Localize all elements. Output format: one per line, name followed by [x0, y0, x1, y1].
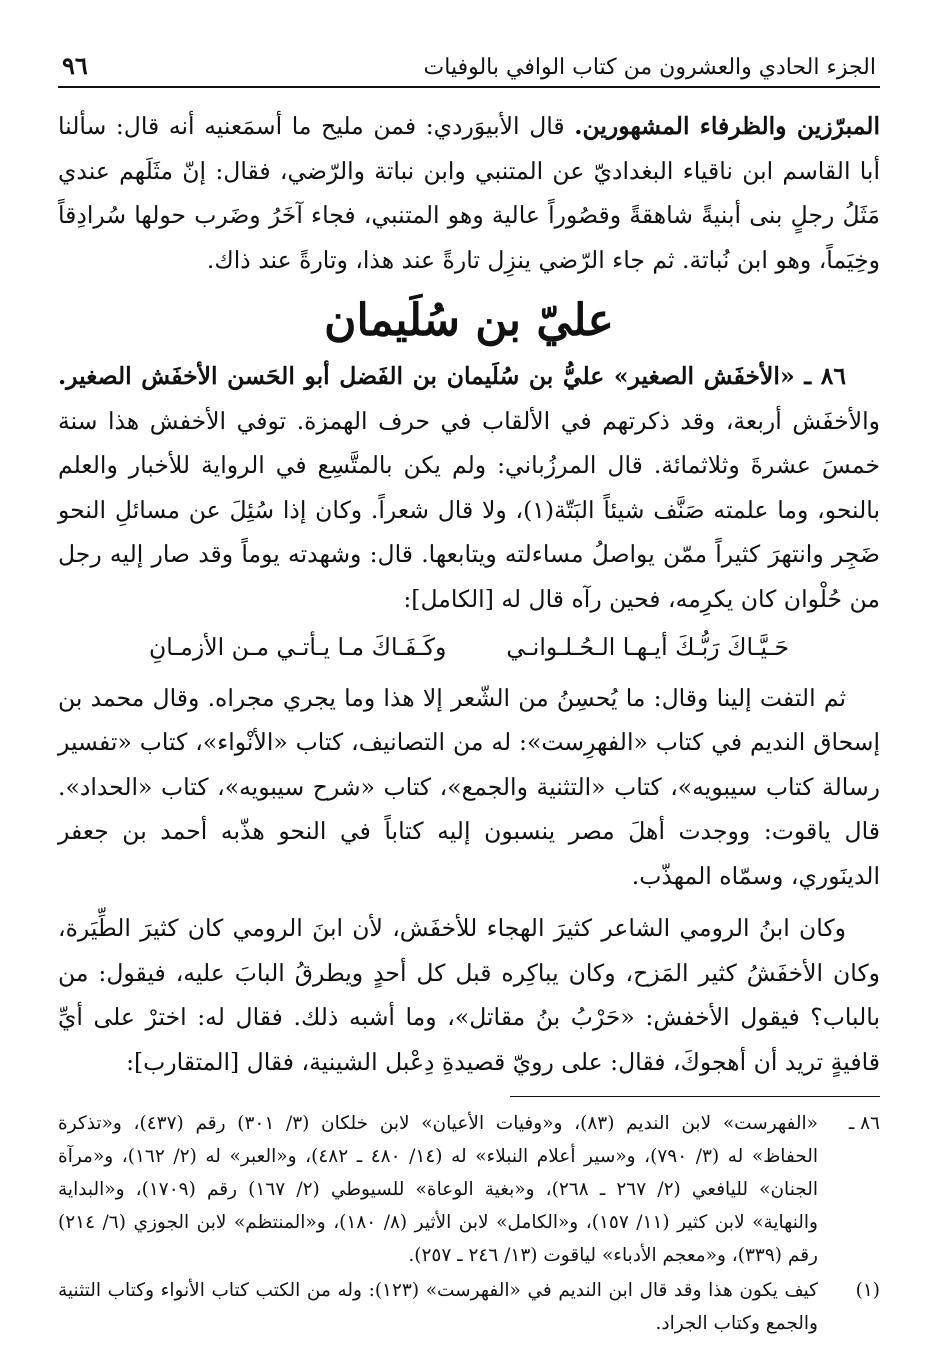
footnote-1 [58, 1274, 880, 1340]
footnote-label: (١) [855, 1280, 880, 1301]
page-number: ٩٦ [62, 51, 88, 80]
footnote-entry-86 [58, 1107, 880, 1272]
paragraph-opening-lead: المبرّزين والظرفاء المشهورين. [574, 112, 880, 140]
running-head-title: الجزء الحادي والعشرون من كتاب الوافي بالوفيات [423, 55, 876, 80]
running-head [58, 40, 880, 88]
verse-hemistich-second: وكَـفَـاكَ مـا يـأتـي مـن الأزمـانِ [148, 633, 447, 661]
footnote-label: ٨٦ ـ [848, 1113, 880, 1134]
entry-lead: ٨٦ ـ «الأخفَش الصغير» عليُّ بن سُلَيمان بن الفَضل أبو الحَسن الأخفَش الصغير. [58, 362, 846, 390]
body-text [58, 104, 880, 1084]
footnotes-divider [510, 1096, 880, 1097]
entry-paragraph [58, 354, 880, 621]
paragraph-opening [58, 104, 880, 282]
paragraph-fihrist: ثم التفت إلينا وقال: ما يُحسِنُ من الشّعر إلا هذا وما يجري مجراه. وقال محمد بن إسحاق النديم في كتاب «الفهرِست»: له من التصانيف، كتاب «الأنْواء»، كتاب «تفسير رسالة كتاب سيبويه»، كتاب «التثنية والجمع»، كتاب «شرح سيبويه»، كتاب «الحداد». قال ياقوت: ووجدت أهلَ مصر ينسبون إليه كتاباً في النحو هذّبه أحمد بن جعفر الدينَوري، وسمّاه المهذّب. [58, 683, 880, 890]
footnotes [58, 1107, 880, 1340]
paragraph-opening-text: قال الأبيوَردي: فمن مليح ما أسمَعنيه أنه قال: سألنا أبا القاسم ابن ناقياء البغداديّ عن المتنبي وابن نباتة والرّضي، فقال: إنّ مثَلَهم عندي مَثَلُ رجلٍ بنى أبنيةً شاهقةً وقصُوراً عالية وهو المتنبي، فجاء آخَرُ وضَرب حولها سُرادِقاً وخِيَماً، وهو ابن نُباتة. ثم جاء الرّضي ينزِل تارةً عند هذا، وتارةً عند ذاك. [58, 112, 880, 274]
book-page [58, 40, 880, 1348]
entry-text: والأخفَش أربعة، وقد ذكرتهم في الألقاب في حرف الهمزة. توفي الأخفش هذا سنة خمسَ عشرةَ وثلاثمائة. قال المرزُباني: ولم يكن بالمتَّسِع في الرواية للأخبار والعلم بالنحو، وما علمته صَنَّف شيئاً البَتّة(١)، ولا قال شعراً. وكان إذا سُئِلَ عن مسائلِ النحو ضَجِر وانتهرَ كثيراً ممّن يواصلُ مساءلته ويتابعها. قال: وشهدته يوماً وقد صار إليه رجل من حُلْوان كان يكرِمه، فحين رآه قال له [الكامل]: [58, 406, 880, 613]
verse-hemistich-first: حَـيَّـاكَ رَبُّـكَ أيـهـا الـحُـلـوانـي [506, 633, 790, 661]
verse-line [58, 625, 880, 670]
paragraph-ibn-rumi: وكان ابنُ الرومي الشاعر كثيرَ الهجاء للأخفَش، لأن ابنَ الرومي كان كثيرَ الطِّيَرة، وكان الأخفَشُ كثير المَزح، وكان يباكِره قبل كل أحدٍ ويطرقُ البابَ عليه، فيقول: من بالباب؟ فيقول الأخفش: «حَرْبُ بنُ مقاتل»، وما أشبه ذلك. فقال له: اخترْ على أيِّ قافيةٍ تريد أن أهجوكَ، فقال: على رويّ قصيدةِ دِعْبل الشينية، فقال [المتقارب]: [58, 914, 880, 1076]
section-title: عليّ بن سُلَيمان [324, 295, 614, 346]
footnote-text: «الفهرست» لابن النديم (٨٣)، و«وفيات الأعيان» لابن خلكان (٣/ ٣٠١) رقم (٤٣٧)، و«تذكرة الحفاظ» له (٣/ ٧٩٠)، و«سير أعلام النبلاء» له (١٤/ ٤٨٠ ـ ٤٨٢)، و«العبر» له (٢/ ١٦٢)، و«مرآة الجنان» لليافعي (٢/ ٢٦٧ ـ ٢٦٨)، و«بغية الوعاة» للسيوطي (٢/ ١٦٧) رقم (١٧٠٩)، و«البداية والنهاية» لابن كثير (١١/ ١٥٧)، و«الكامل» لابن الأثير (٨/ ١٨٠)، و«المنتظم» لابن الجوزي (٦/ ٢١٤) رقم (٣٣٩)، و«معجم الأدباء» لياقوت (١٣/ ٢٤٦ ـ ٢٥٧). [58, 1113, 819, 1266]
footnote-text: كيف يكون هذا وقد قال ابن النديم في «الفهرست» (١٢٣): وله من الكتب كتاب الأنواء وكتاب التثنية والجمع وكتاب الجراد. [58, 1280, 818, 1334]
